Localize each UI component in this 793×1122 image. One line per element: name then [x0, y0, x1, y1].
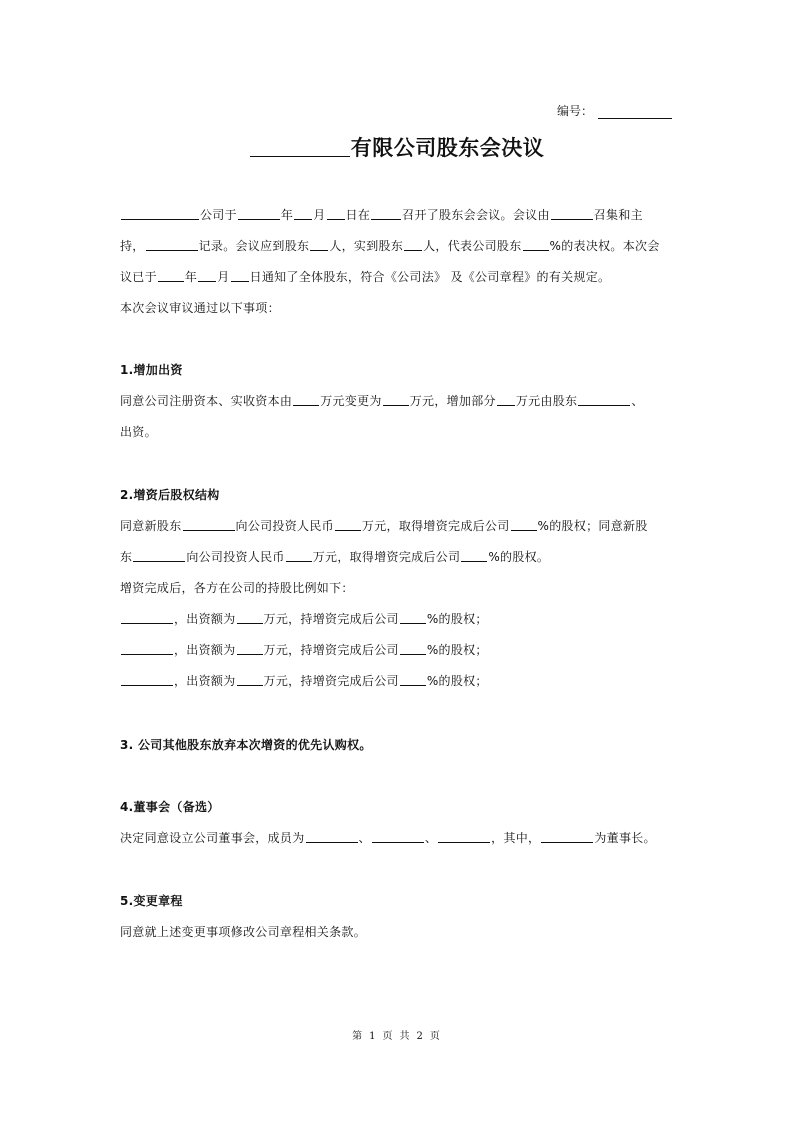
text: 万元，持增资完成后公司 [263, 643, 399, 657]
text: 月 [217, 270, 230, 284]
text: 议已于 [120, 270, 157, 284]
text: 向公司投资人民币 [186, 550, 285, 564]
blank [541, 829, 593, 843]
text: 、 [631, 394, 644, 408]
blank [497, 392, 515, 406]
text: ，出资额为 [174, 674, 236, 688]
blank [310, 237, 328, 251]
section-3-heading: 3. 公司其他股东放弃本次增资的优先认购权。 [120, 738, 372, 752]
blank [286, 548, 312, 562]
text: 持， [120, 239, 145, 253]
text: %的股权； [426, 674, 488, 688]
text: 记录。会议应到股东 [198, 239, 310, 253]
blank [158, 268, 184, 282]
blank [400, 672, 426, 686]
text: 日在 [345, 208, 371, 222]
text: 页 [429, 1031, 441, 1042]
text: 同意新股东 [120, 519, 182, 533]
text: %的股权； [426, 612, 488, 626]
text: 第 [352, 1031, 364, 1042]
text: 本次会议审议通过以下事项： [120, 301, 280, 315]
text: 增资完成后，各方在公司的持股比例如下： [120, 581, 354, 595]
text: 决定同意设立公司董事会，成员为 [120, 831, 305, 845]
blank [238, 206, 280, 220]
intro-paragraph [120, 200, 675, 324]
text: ，出资额为 [174, 643, 236, 657]
shareholding-row [120, 666, 675, 697]
blank [400, 641, 426, 655]
section-1 [120, 355, 675, 448]
blank [551, 206, 593, 220]
total-page-number: 2 [416, 1031, 424, 1042]
text: 人，实到股东 [329, 239, 404, 253]
blank [146, 237, 198, 251]
intro-line-2 [120, 231, 675, 262]
text: 、 [358, 831, 371, 845]
blank [372, 829, 424, 843]
section-2-line-2 [120, 542, 675, 573]
text: 同意公司注册资本、实收资本由 [120, 394, 293, 408]
text: 年 [184, 270, 198, 284]
shareholding-row [120, 635, 675, 666]
text: 月 [313, 208, 326, 222]
document-number [557, 103, 673, 119]
section-1-line-1 [120, 386, 675, 417]
current-page-number: 1 [369, 1031, 377, 1042]
text: 出资。 [120, 425, 157, 439]
section-2 [120, 480, 675, 697]
blank [294, 206, 312, 220]
section-5-line-1 [120, 917, 675, 948]
blank [237, 641, 263, 655]
blank [121, 641, 173, 655]
blank [121, 610, 173, 624]
section-2-heading: 2.增资后股权结构 [120, 488, 220, 502]
blank [578, 392, 630, 406]
text: 年 [280, 208, 294, 222]
blank [523, 237, 549, 251]
section-1-heading: 1.增加出资 [120, 363, 183, 377]
text: 万元，取得增资完成后公司 [312, 550, 461, 564]
section-5 [120, 886, 675, 948]
text: 万元由股东 [515, 394, 578, 408]
text: %的表决权。本次会 [549, 239, 660, 253]
text: 日通知了全体股东，符合《公司法》 及《公司章程》的有关规定。 [249, 270, 611, 284]
text: 为董事长。 [594, 831, 656, 845]
document-number-blank [598, 105, 672, 119]
blank [400, 610, 426, 624]
blank [121, 672, 173, 686]
text: 万元，持增资完成后公司 [263, 612, 399, 626]
blank [511, 517, 537, 531]
text: 召开了股东会会议。会议由 [402, 208, 550, 222]
blank [371, 206, 401, 220]
section-4-line-1 [120, 823, 675, 854]
page-footer [0, 1027, 793, 1042]
section-2-after [120, 573, 675, 604]
text: 人，代表公司股东 [423, 239, 522, 253]
section-2-line-1 [120, 511, 675, 542]
text: ，出资额为 [174, 612, 236, 626]
blank [293, 392, 319, 406]
text: 召集和主 [593, 208, 643, 222]
intro-line-3 [120, 262, 675, 293]
text: 向公司投资人民币 [235, 519, 334, 533]
blank [121, 206, 199, 220]
title-text: 有限公司股东会决议 [350, 136, 545, 160]
intro-line-1 [120, 200, 675, 231]
text: 共 [399, 1031, 411, 1042]
page-title [0, 133, 793, 163]
text: 万元，持增资完成后公司 [263, 674, 399, 688]
blank [306, 829, 358, 843]
blank [327, 206, 345, 220]
blank [461, 548, 487, 562]
company-name-blank [250, 143, 350, 157]
text: %的股权；同意新股 [537, 519, 648, 533]
text: 同意就上述变更事项修改公司章程相关条款。 [120, 925, 367, 939]
blank [237, 610, 263, 624]
blank [335, 517, 361, 531]
text: 万元，取得增资完成后公司 [361, 519, 510, 533]
section-4-heading: 4.董事会（备选） [120, 800, 220, 814]
text: 万元，增加部分 [409, 394, 496, 408]
blank [231, 268, 249, 282]
text: 页 [382, 1031, 394, 1042]
section-5-heading: 5.变更章程 [120, 894, 183, 908]
section-3 [120, 730, 675, 761]
shareholding-row [120, 604, 675, 635]
blank [438, 829, 490, 843]
intro-line-4 [120, 293, 675, 324]
text: 、 [424, 831, 438, 845]
blank [133, 548, 185, 562]
text: 万元变更为 [320, 394, 382, 408]
text: 东 [120, 550, 133, 564]
section-1-line-2 [120, 417, 675, 448]
blank [237, 672, 263, 686]
blank [198, 268, 216, 282]
text: %的股权； [426, 643, 488, 657]
blank [404, 237, 422, 251]
blank [183, 517, 235, 531]
text: 公司于 [200, 208, 237, 222]
text: ，其中， [491, 831, 541, 845]
section-4 [120, 792, 675, 854]
document-number-label: 编号： [556, 104, 593, 118]
blank [383, 392, 409, 406]
text: %的股权。 [488, 550, 550, 564]
